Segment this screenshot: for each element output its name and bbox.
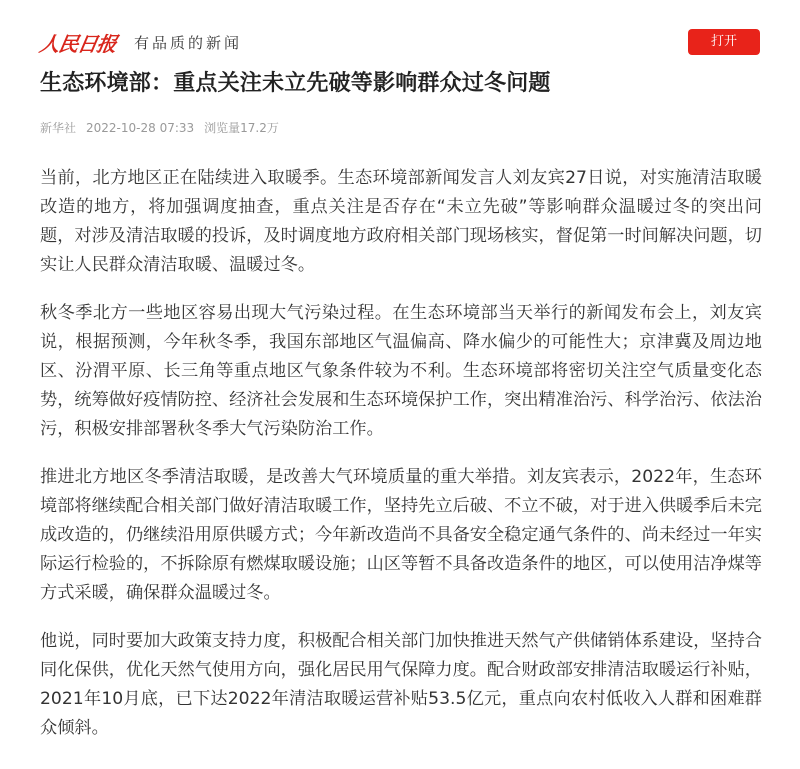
article-title: 生态环境部：重点关注未立先破等影响群众过冬问题 <box>40 71 551 96</box>
article-paragraph: 他说，同时要加大政策支持力度，积极配合相关部门加快推进天然气产供储销体系建设，坚持合同化保供，优化天然气使用方向，强化居民用气保障力度。配合财政部安排清洁取暖运行补贴，2021年10月底，已下达2022年清洁取暖运营补贴53.5亿元，重点向农村低收入人群和困难群众倾斜。 <box>40 631 762 738</box>
open-in-app-button[interactable]: 打开 <box>688 29 760 55</box>
article-paragraph: 推进北方地区冬季清洁取暖，是改善大气环境质量的重大举措。刘友宾表示，2022年，生态环境部将继续配合相关部门做好清洁取暖工作，坚持先立后破、不立不破，对于进入供暖季后未完成改造的，仍继续沿用原供暖方式；今年新改造尚不具备安全稳定通气条件的、尚未经过一年实际运行检验的，不拆除原有燃煤取暖设施；山区等暂不具备改造条件的地区，可以使用洁净煤等方式采暖，确保群众温暖过冬。 <box>40 467 762 603</box>
brand-slogan: 有品质的新闻 <box>134 33 243 52</box>
article <box>40 66 762 762</box>
article-meta <box>40 120 762 136</box>
article-body <box>40 164 762 743</box>
top-bar <box>0 0 800 64</box>
article-view-count: 浏览量17.2万 <box>204 121 279 135</box>
article-source: 新华社 <box>40 121 77 135</box>
brand-logo <box>37 28 243 56</box>
article-datetime: 2022-10-28 07:33 <box>86 121 195 135</box>
peoples-daily-logo: 人民日报 <box>37 31 118 56</box>
article-paragraph: 当前，北方地区正在陆续进入取暖季。生态环境部新闻发言人刘友宾27日说，对实施清洁取暖改造的地方，将加强调度抽查，重点关注是否存在“未立先破”等影响群众温暖过冬的突出问题，对涉及清洁取暖的投诉，及时调度地方政府相关部门现场核实，督促第一时间解决问题，切实让人民群众清洁取暖、温暖过冬。 <box>40 168 762 275</box>
article-paragraph: 秋冬季北方一些地区容易出现大气污染过程。在生态环境部当天举行的新闻发布会上，刘友宾说，根据预测，今年秋冬季，我国东部地区气温偏高、降水偏少的可能性大；京津冀及周边地区、汾渭平原、长三角等重点地区气象条件较为不利。生态环境部将密切关注空气质量变化态势，统筹做好疫情防控、经济社会发展和生态环境保护工作，突出精准治污、科学治污、依法治污，积极安排部署秋冬季大气污染防治工作。 <box>40 303 762 439</box>
